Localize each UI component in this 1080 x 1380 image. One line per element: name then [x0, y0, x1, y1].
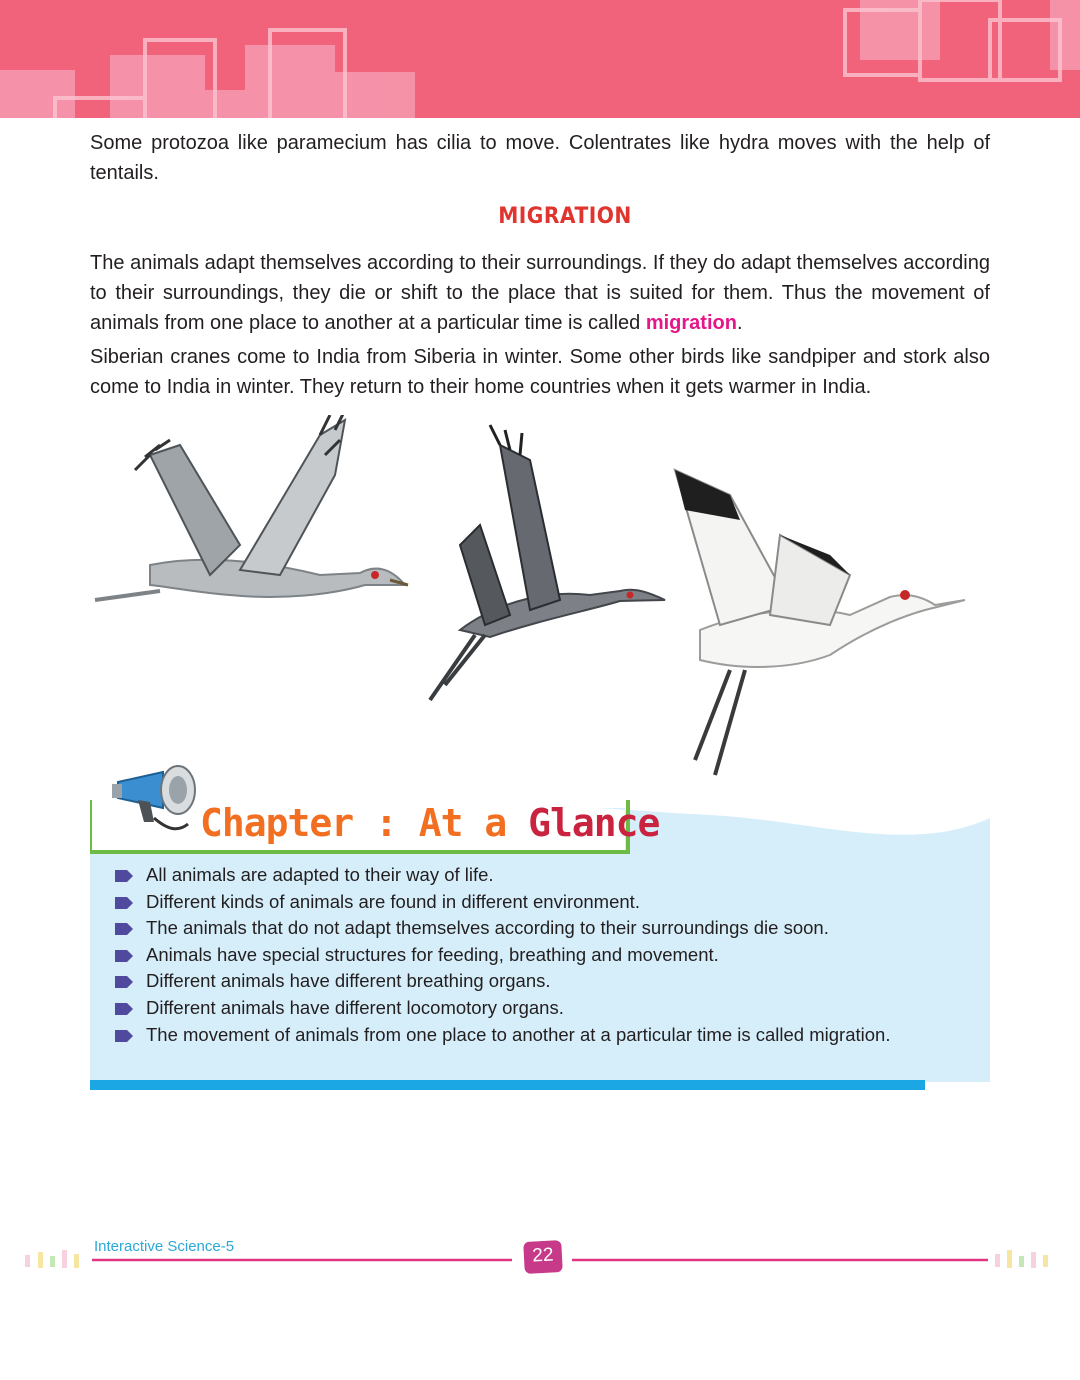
glance-point: Animals have special structures for feeding, breathing and movement. — [112, 942, 912, 969]
glance-point: Different animals have different locomotory organs. — [112, 995, 912, 1022]
bullet-arrow-icon — [115, 870, 133, 882]
glance-title: Chapter : At a Glance — [200, 801, 660, 845]
bullet-arrow-icon — [115, 950, 133, 962]
footer-book-title: Interactive Science-5 — [94, 1238, 235, 1255]
top-banner — [0, 0, 1080, 118]
migration-term: migration — [645, 312, 737, 334]
glance-point: Different animals have different breathing organs. — [112, 968, 912, 995]
page-number-badge: 22 — [523, 1240, 563, 1274]
bullet-arrow-icon — [115, 976, 133, 988]
glance-point: The movement of animals from one place to another at a particular time is called migration. — [112, 1022, 912, 1049]
crane-white-right-icon — [675, 470, 965, 775]
crane-grey-left-icon — [95, 415, 408, 600]
crane-dark-middle-icon — [430, 425, 665, 700]
megaphone-icon — [108, 760, 200, 840]
glance-point: The animals that do not adapt themselves according to their surroundings die soon. — [112, 915, 912, 942]
section-heading-migration: MIGRATION — [498, 204, 632, 229]
glance-point: Different kinds of animals are found in different environment. — [112, 889, 912, 916]
glance-point: All animals are adapted to their way of life. — [112, 862, 912, 889]
bullet-arrow-icon — [115, 1003, 133, 1015]
bullet-arrow-icon — [115, 923, 133, 935]
cranes-paragraph: Siberian cranes come to India from Siberia in winter. Some other birds like sandpiper and stork also come to India in winter. They return to their home countries when it gets warmer in India. — [90, 346, 990, 398]
glance-points-list — [112, 862, 912, 1048]
bullet-arrow-icon — [115, 1030, 133, 1042]
intro-paragraph: Some protozoa like paramecium has cilia to move. Colentrates like hydra moves with the help of tentails. — [90, 132, 990, 184]
flying-cranes-illustration — [90, 415, 980, 795]
bullet-arrow-icon — [115, 897, 133, 909]
migration-paragraph: The animals adapt themselves according to their surroundings. If they do adapt themselves according to their surroundings, they die or shift to the place that is suited for them. Thus the movement of animals from one place to another at a particular time is called migration. — [90, 252, 990, 334]
